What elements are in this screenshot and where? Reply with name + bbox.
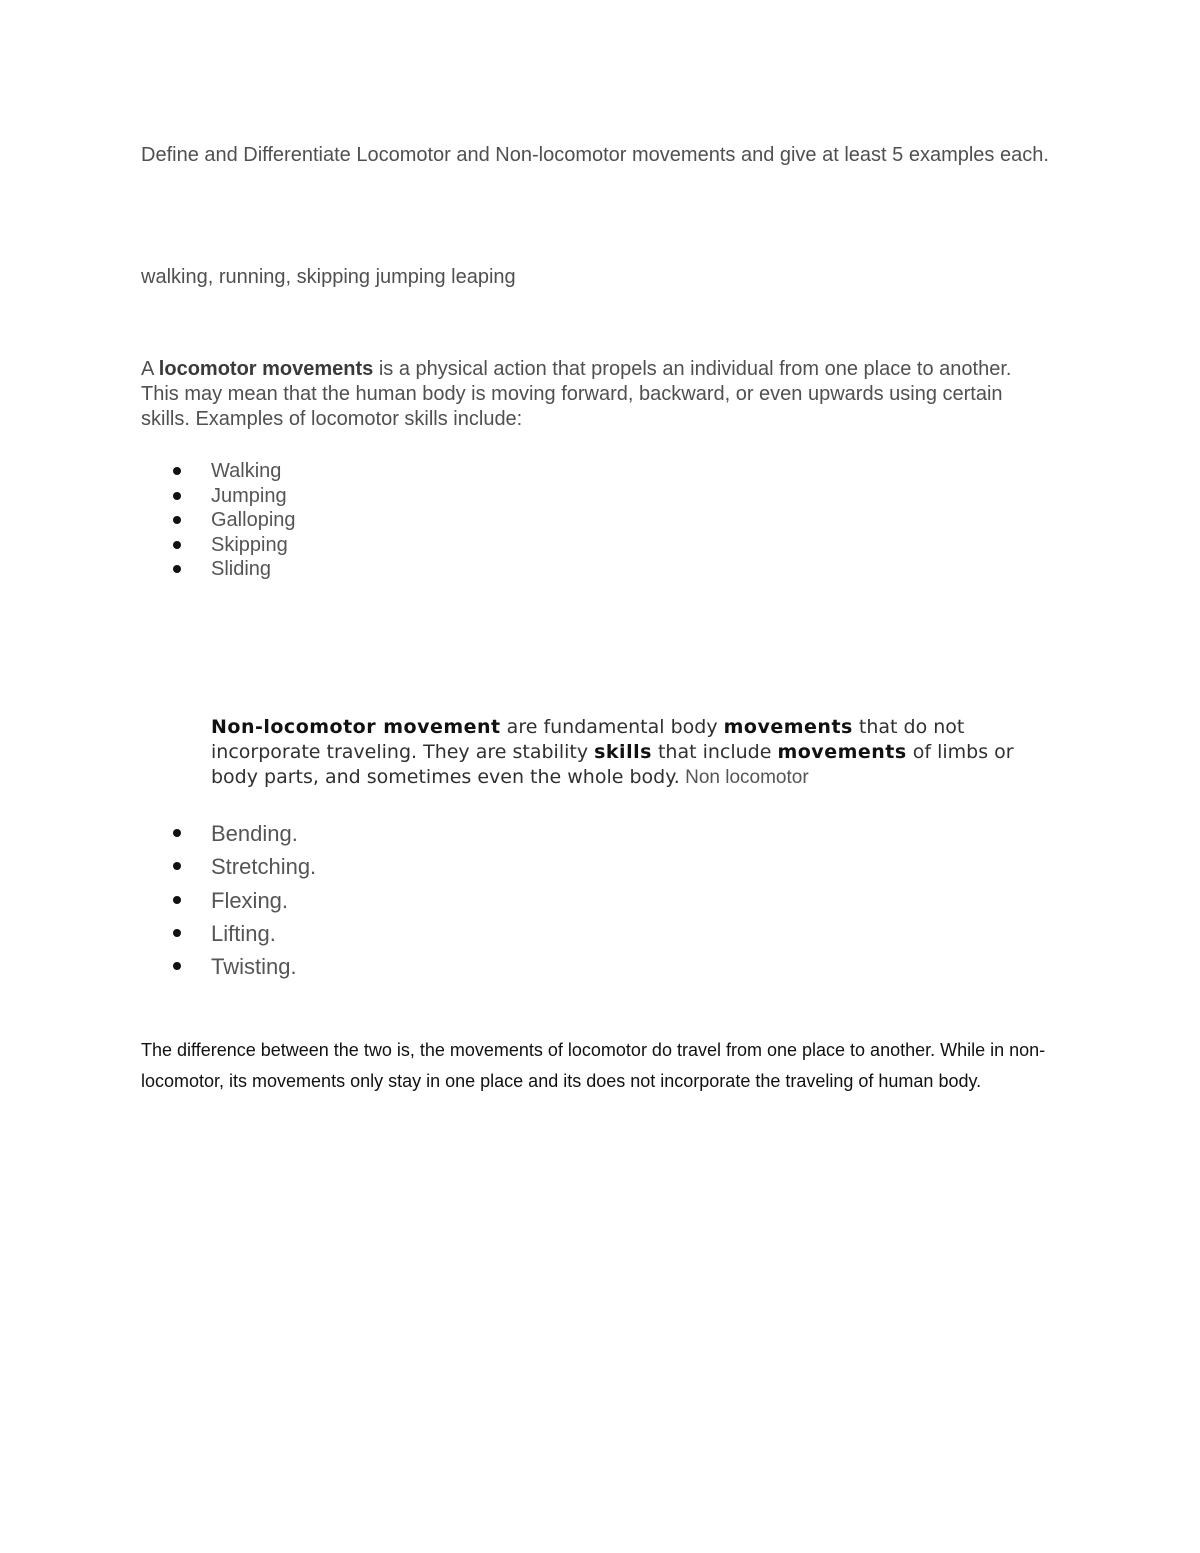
bullet-icon <box>173 896 181 904</box>
list-item-label: Twisting. <box>211 954 297 980</box>
bullet-icon <box>173 862 181 870</box>
list-item-label: Lifting. <box>211 920 276 946</box>
list-item <box>211 508 296 533</box>
locomotor-definition <box>141 357 1041 432</box>
list-item-label: Jumping <box>211 484 287 507</box>
list-item <box>211 850 316 883</box>
list-item-label: Bending. <box>211 821 298 846</box>
list-item <box>211 557 296 582</box>
bullet-icon <box>173 929 181 937</box>
bullet-icon <box>173 829 181 837</box>
list-item <box>211 817 316 850</box>
non-locomotor-definition <box>211 715 1051 790</box>
nonloco-text-4: of limbs or body parts, and sometimes even the whole body. <box>211 741 1014 788</box>
difference-paragraph: The difference between the two is, the movements of locomotor do travel from one place to another. While in non-locomotor, its movements only stay in one place and its does not incorporate the traveling of human body. <box>141 1040 1046 1091</box>
locomotor-def-bold: locomotor movements <box>158 358 374 380</box>
list-item <box>211 884 316 917</box>
locomotor-list <box>211 459 296 582</box>
locomotor-def-prefix: A <box>141 358 159 380</box>
nonloco-text-2: that do not incorporate traveling. They are stability <box>211 716 965 763</box>
list-item <box>211 533 296 558</box>
list-item-label: Sliding <box>211 558 272 581</box>
locomotor-def-rest: is a physical action that propels an individual from one place to another. This may mean that the human body is moving forward, backward, or even upwards using certain skills. Examples of locomotor skills include: <box>141 358 1012 430</box>
nonloco-bold-3: skills <box>594 741 652 763</box>
list-item-label: Stretching. <box>211 854 317 880</box>
list-item <box>211 484 296 509</box>
list-item <box>211 917 316 950</box>
example-line: walking, running, skipping jumping leaping <box>141 266 516 288</box>
list-item <box>211 950 316 983</box>
bullet-icon <box>173 467 181 475</box>
nonloco-tail: Non locomotor <box>679 767 809 788</box>
bullet-icon <box>173 492 181 500</box>
nonloco-text-1: are fundamental body <box>500 716 724 738</box>
list-item-label: Galloping <box>211 509 296 532</box>
nonloco-bold-4: movements <box>777 741 907 763</box>
nonloco-bold-2: movements <box>723 716 853 738</box>
list-item-label: Skipping <box>211 533 288 556</box>
list-item <box>211 459 296 484</box>
bullet-icon <box>173 962 181 970</box>
list-item-label: Walking <box>211 460 282 482</box>
question-text: Define and Differentiate Locomotor and Non-locomotor movements and give at least 5 examples each. <box>141 144 1049 166</box>
list-item-label: Flexing. <box>211 887 289 913</box>
nonloco-bold-1: Non-locomotor movement <box>211 716 501 738</box>
non-locomotor-list <box>211 817 316 983</box>
nonloco-text-3: that include <box>651 741 778 763</box>
bullet-icon <box>173 541 181 549</box>
bullet-icon <box>173 565 181 573</box>
bullet-icon <box>173 516 181 524</box>
